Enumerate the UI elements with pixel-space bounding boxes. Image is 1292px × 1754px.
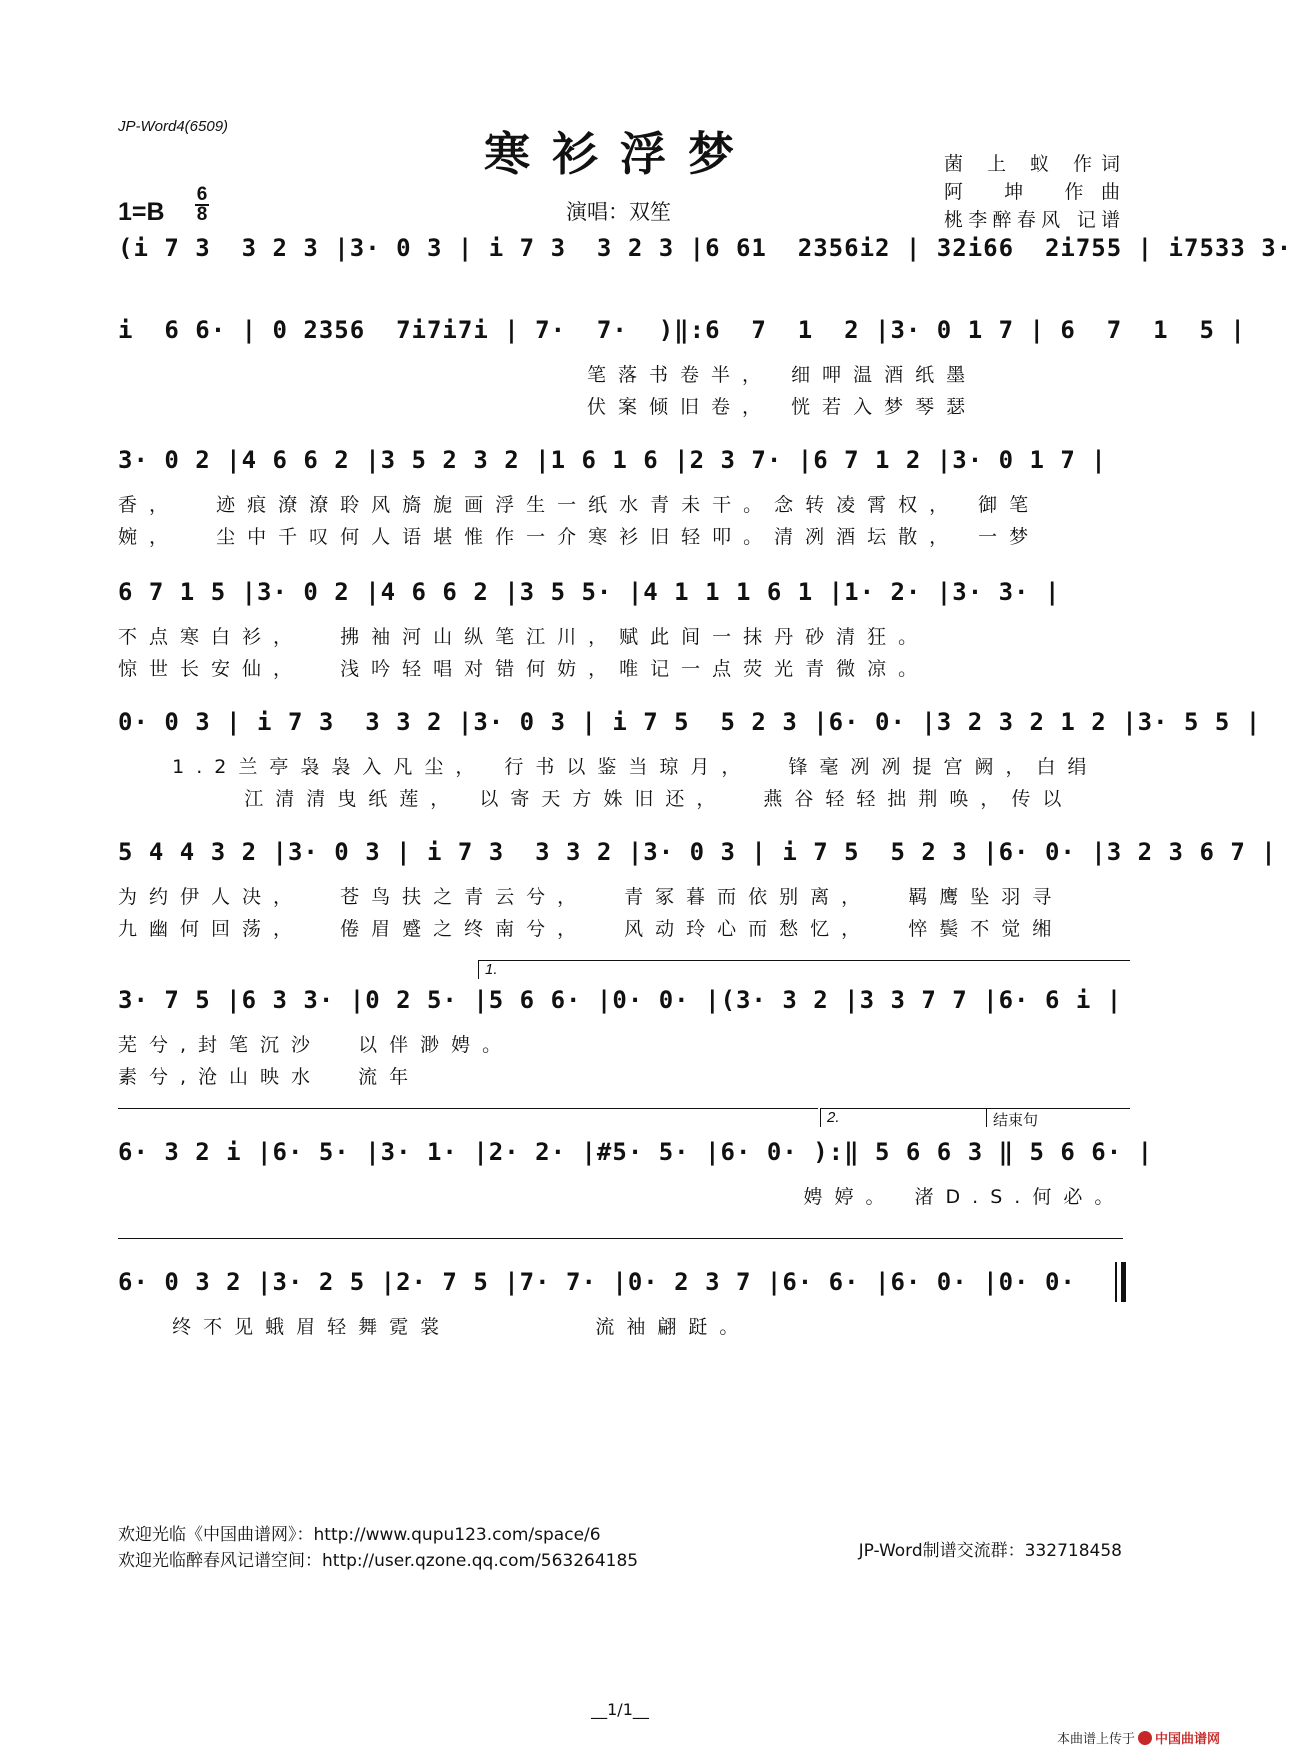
ending-phrase-bracket [986,1108,1130,1127]
lyric-verse-1: 为约伊人决， 苍鸟扶之青云兮， 青冢暮而依别离， 羁鹰坠羽寻 [118,886,1064,908]
lyric-verse-1: 笔落书卷半， 细呷温酒纸墨 [118,364,978,386]
notes-line: i 6 6· | 0 2356 7i7i7i | 7· 7· )‖:6 7 1 2 |3· 0 1 7 | 6 7 1 5 | [118,316,1246,344]
page-number-text: 1/1 [607,1700,633,1719]
transcriber-credit: 桃李醉春风 记谱 [944,209,1122,231]
lyric-verse-1: 不点寒白衫， 拂袖河山纵笔江川，赋此间一抹丹砂清狂。 [118,626,930,648]
footer-link-2[interactable]: 欢迎光临醉春风记谱空间：http://user.qzone.qq.com/563264185 [118,1551,639,1571]
singer-credit: 演唱：双笙 [566,200,671,224]
time-bottom: 8 [196,204,208,225]
lyric-verse-1: 芜兮,封笔沉沙 以伴渺娉。 [118,1034,514,1056]
time-top: 6 [196,184,208,205]
notes-line: 6· 3 2 i |6· 5· |3· 1· |2· 2· |#5· 5· |6· 0· ):‖ 5 6 6 3 ‖ 5 6 6· | [118,1138,1154,1166]
lyric-verse-1: 娉婷。 渚D.S.何必。 [118,1186,1126,1208]
lyric-verse-1: 1.2兰亭袅袅入凡尘， 行书以鉴当琼月， 锋毫冽冽提宫阙，白绢 [118,756,1099,778]
notes-line: 6 7 1 5 |3· 0 2 |4 6 6 2 |3 5 5· |4 1 1 1 6 1 |1· 2· |3· 3· | [118,578,1061,606]
lyricist-credit: 菌 上 蚁 作词 [944,153,1122,175]
continuation-bracket [118,1108,818,1109]
lyric-verse-1: 终不见蛾眉轻舞霓裳 流袖翩跹。 [118,1316,751,1338]
watermark-brand: 中国曲谱网 [1154,1732,1220,1747]
second-ending-bracket [820,1108,987,1127]
lyric-verse-2: 婉， 尘中千叹何人语堪惟作一介寒衫旧轻叩。清冽酒坛散， 一梦 [118,526,1041,548]
notes-line: 3· 7 5 |6 3 3· |0 2 5· |5 6 6· |0· 0· |(3· 3 2 |3 3 7 7 |6· 6 i | [118,986,1123,1014]
song-title: 寒衫浮梦 [484,127,756,181]
watermark-prefix: 本曲谱上传于 [1056,1732,1135,1747]
footer-group-info: JP-Word制谱交流群：332718458 [858,1541,1122,1561]
page-number: __1/1__ [591,1700,649,1719]
lyric-verse-2: 素兮,沧山映水 流年 [118,1066,421,1088]
key-signature: 1=B [118,198,165,226]
final-barline [1115,1262,1123,1302]
site-logo-icon [1138,1731,1152,1745]
notes-line: (i 7 3 3 2 3 |3· 0 3 | i 7 3 3 2 3 |6 61 2356i2 | 32i66 2i755 | i7533 3· [118,234,1292,262]
footer-link-1[interactable]: 欢迎光临《中国曲谱网》：http://www.qupu123.com/space/6 [118,1525,601,1545]
lyric-verse-1: 香， 迹痕潦潦聆风旖旎画浮生一纸水青未干。念转凌霄权， 御笔 [118,494,1041,516]
site-watermark [1057,1728,1220,1747]
ending-label: 结束句 [993,1112,1039,1129]
continuation-bracket [118,1238,1123,1239]
notes-line: 5 4 4 3 2 |3· 0 3 | i 7 3 3 3 2 |3· 0 3 | i 7 5 5 2 3 |6· 0· |3 2 3 6 7 | [118,838,1277,866]
first-ending-bracket [478,960,1130,979]
software-version: JP-Word4(6509) [118,118,229,135]
lyric-verse-2: 九幽何回荡， 倦眉蹙之终南兮， 风动玲心而愁忆， 悴鬓不觉缃 [118,918,1064,940]
time-signature [195,186,209,224]
volta-label: 1. [485,961,498,978]
notes-line: 0· 0 3 | i 7 3 3 3 2 |3· 0 3 | i 7 5 5 2 3 |6· 0· |3 2 3 2 1 2 |3· 5 5 | [118,708,1262,736]
lyric-verse-2: 江清清曳纸莲， 以寄天方姝旧还， 燕谷轻轻拙荆唤，传以 [118,788,1074,810]
lyric-verse-2: 伏案倾旧卷， 恍若入梦琴瑟 [118,396,978,418]
notes-line: 6· 0 3 2 |3· 2 5 |2· 7 5 |7· 7· |0· 2 3 7 |6· 6· |6· 0· |0· 0· [118,1268,1076,1296]
volta-label: 2. [827,1109,840,1126]
notes-line: 3· 0 2 |4 6 6 2 |3 5 2 3 2 |1 6 1 6 |2 3 7· |6 7 1 2 |3· 0 1 7 | [118,446,1107,474]
composer-credit: 阿 坤 作曲 [944,181,1122,203]
credits-block [944,150,1122,234]
lyric-verse-2: 惊世长安仙， 浅吟轻唱对错何妨，唯记一点荧光青微凉。 [118,658,930,680]
